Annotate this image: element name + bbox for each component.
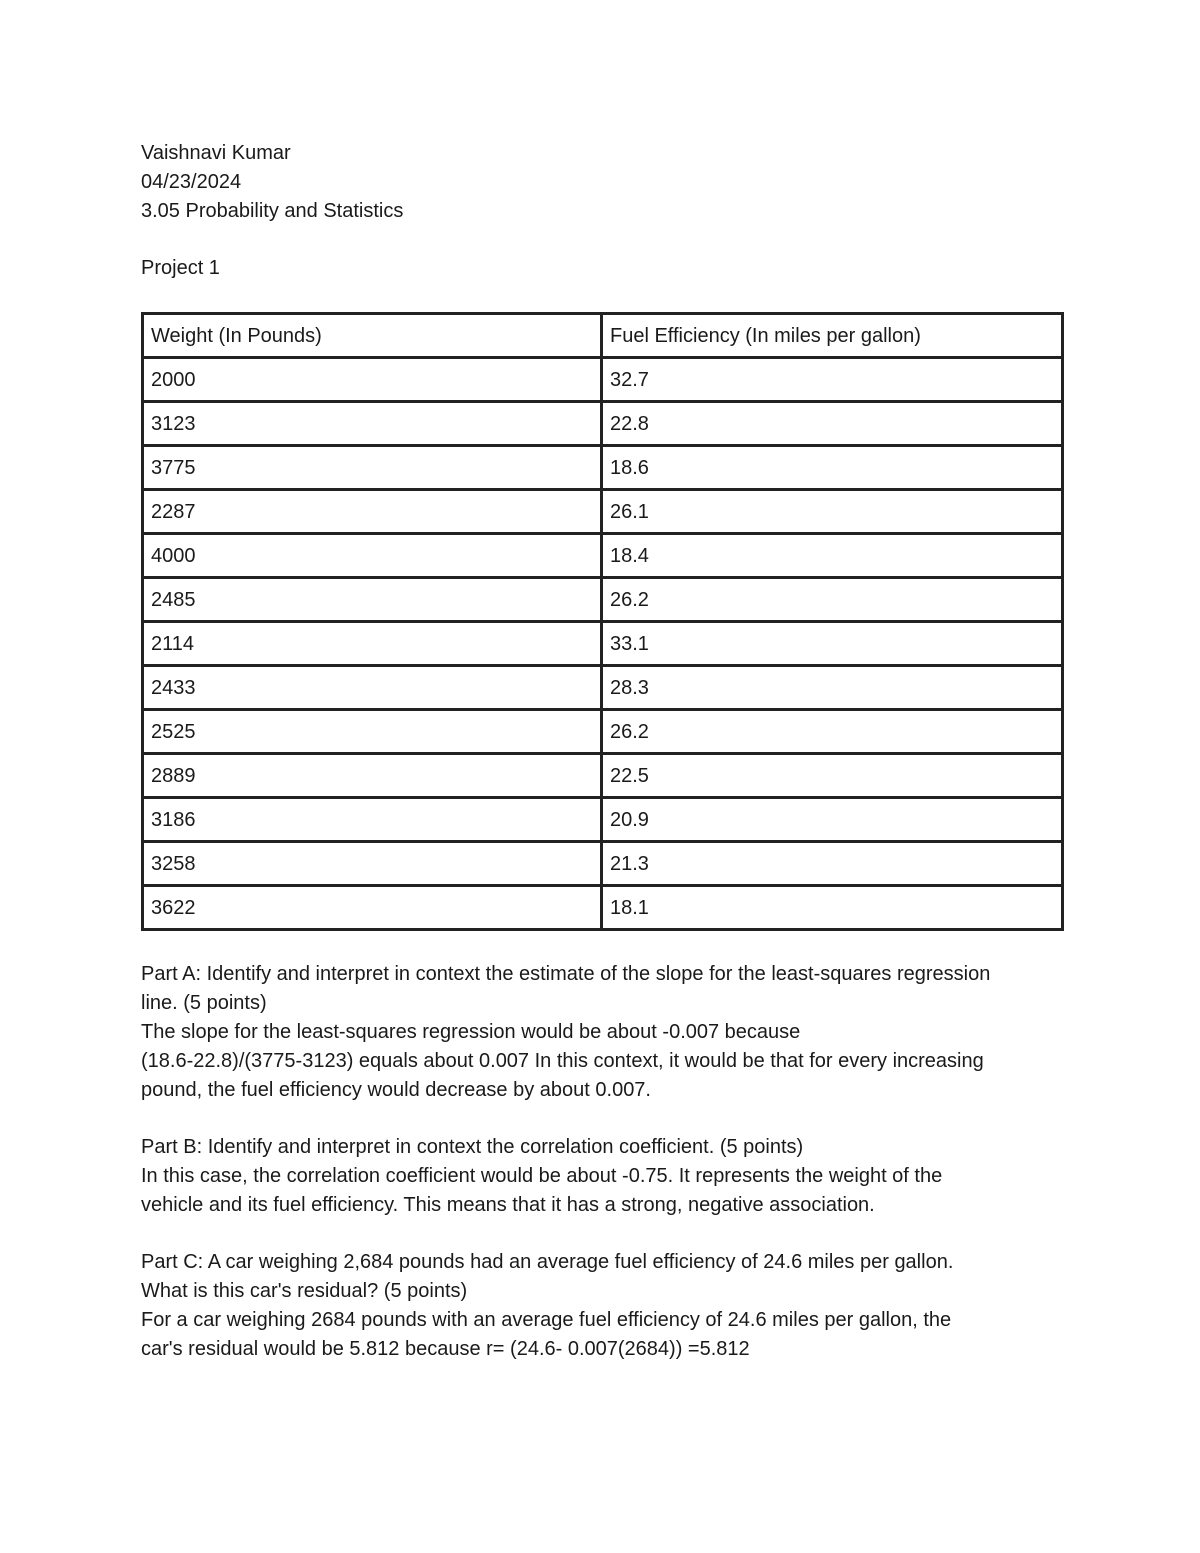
course-title: 3.05 Probability and Statistics [141, 200, 404, 222]
table-row [143, 534, 1063, 578]
spacer [141, 226, 1061, 254]
part-a-question-cont: line. (5 points) [141, 992, 267, 1014]
table-cell-weight: 2889 [143, 754, 602, 798]
part-a-block [141, 960, 1061, 1105]
part-b-answer-cont: vehicle and its fuel efficiency. This means that it has a strong, negative association. [141, 1194, 875, 1216]
table-row [143, 666, 1063, 710]
table-cell-efficiency: 18.1 [602, 886, 1063, 930]
part-b-question: Part B: Identify and interpret in context the correlation coefficient. (5 points) [141, 1136, 804, 1158]
spacer [141, 1220, 1061, 1248]
document-page [141, 139, 1061, 1364]
part-c-answer-cont: car's residual would be 5.812 because r= (24.6- 0.007(2684)) =5.812 [141, 1338, 750, 1360]
table-cell-weight: 2114 [143, 622, 602, 666]
table-cell-weight: 3775 [143, 446, 602, 490]
data-table-container [141, 312, 1061, 931]
table-cell-weight: 3258 [143, 842, 602, 886]
project-title: Project 1 [141, 257, 220, 279]
table-cell-efficiency: 22.8 [602, 402, 1063, 446]
table-row [143, 578, 1063, 622]
table-cell-weight: 3186 [143, 798, 602, 842]
spacer [141, 1105, 1061, 1133]
part-c-question: Part C: A car weighing 2,684 pounds had an average fuel efficiency of 24.6 miles per gallon. [141, 1251, 954, 1273]
table-cell-weight: 4000 [143, 534, 602, 578]
table-header-cell: Fuel Efficiency (In miles per gallon) [602, 314, 1063, 358]
table-row [143, 798, 1063, 842]
table-cell-weight: 2000 [143, 358, 602, 402]
part-a-answer: The slope for the least-squares regression would be about -0.007 because [141, 1021, 801, 1043]
part-c-answer: For a car weighing 2684 pounds with an average fuel efficiency of 24.6 miles per gallon, the [141, 1309, 952, 1331]
table-row [143, 402, 1063, 446]
part-c-block [141, 1248, 1061, 1364]
table-cell-weight: 2525 [143, 710, 602, 754]
table-header-cell: Weight (In Pounds) [143, 314, 602, 358]
table-row [143, 490, 1063, 534]
table-cell-efficiency: 20.9 [602, 798, 1063, 842]
table-cell-efficiency: 18.4 [602, 534, 1063, 578]
table-cell-weight: 2485 [143, 578, 602, 622]
header-block [141, 139, 1061, 283]
table-row [143, 358, 1063, 402]
table-cell-efficiency: 22.5 [602, 754, 1063, 798]
table-cell-weight: 2433 [143, 666, 602, 710]
table-row [143, 754, 1063, 798]
part-c-question-cont: What is this car's residual? (5 points) [141, 1280, 468, 1302]
table-header-row [143, 314, 1063, 358]
part-b-answer: In this case, the correlation coefficient would be about -0.75. It represents the weight of the [141, 1165, 943, 1187]
table-cell-weight: 2287 [143, 490, 602, 534]
table-cell-efficiency: 26.1 [602, 490, 1063, 534]
table-cell-efficiency: 26.2 [602, 578, 1063, 622]
answers-section [141, 960, 1061, 1364]
table-row [143, 842, 1063, 886]
weight-fuel-table [141, 312, 1064, 931]
part-a-question: Part A: Identify and interpret in context the estimate of the slope for the least-squares regression [141, 963, 991, 985]
table-cell-weight: 3622 [143, 886, 602, 930]
table-row [143, 622, 1063, 666]
part-a-answer-cont: pound, the fuel efficiency would decrease by about 0.007. [141, 1079, 651, 1101]
table-cell-efficiency: 26.2 [602, 710, 1063, 754]
table-cell-efficiency: 28.3 [602, 666, 1063, 710]
table-cell-efficiency: 33.1 [602, 622, 1063, 666]
table-cell-weight: 3123 [143, 402, 602, 446]
part-a-answer-cont: (18.6-22.8)/(3775-3123) equals about 0.007 In this context, it would be that for every increasing [141, 1050, 984, 1072]
table-row [143, 886, 1063, 930]
author-name: Vaishnavi Kumar [141, 142, 291, 164]
table-cell-efficiency: 32.7 [602, 358, 1063, 402]
table-cell-efficiency: 21.3 [602, 842, 1063, 886]
table-cell-efficiency: 18.6 [602, 446, 1063, 490]
part-b-block [141, 1133, 1061, 1220]
table-row [143, 446, 1063, 490]
table-row [143, 710, 1063, 754]
document-date: 04/23/2024 [141, 171, 242, 193]
